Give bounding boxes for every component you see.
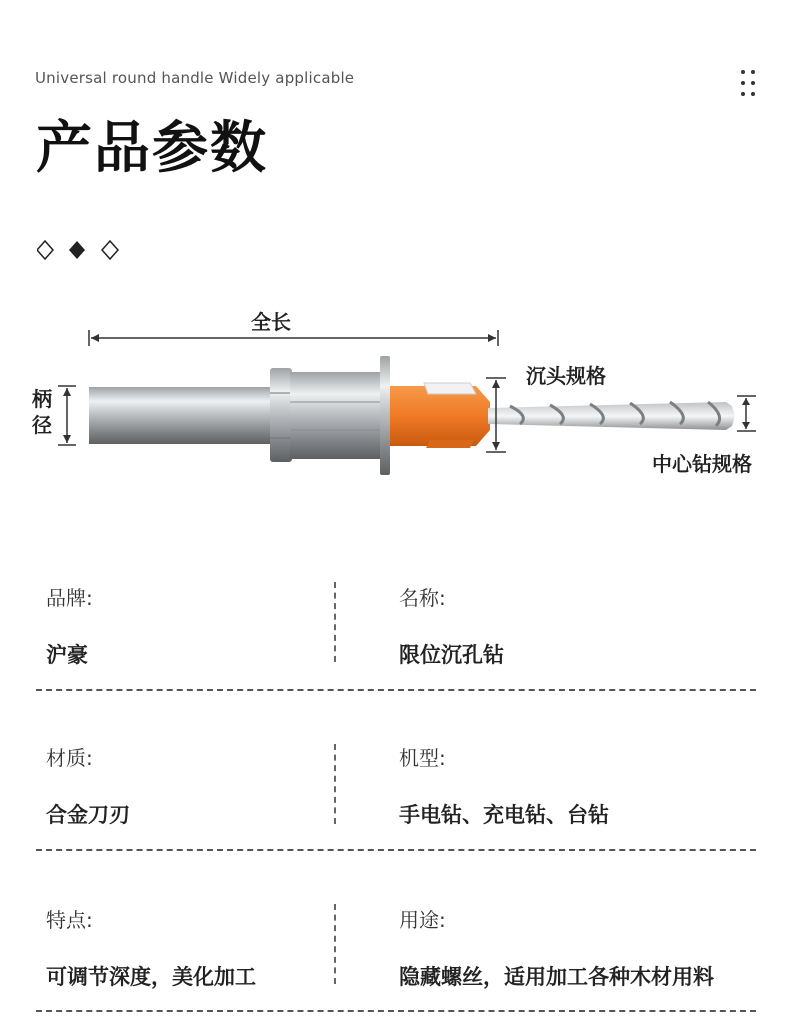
spec-cell-name (399, 560, 504, 669)
countersink-cutter (390, 386, 490, 446)
spec-cell-material (46, 718, 130, 829)
spec-key: 用途: (399, 908, 446, 932)
center-drill-spec-dimension (737, 396, 756, 431)
center-drill-spec-label: 中心钻规格 (652, 452, 752, 476)
shank-diameter-dimension (58, 386, 76, 445)
row-divider (36, 849, 756, 851)
spec-value: 隐藏螺丝，适用加工各种木材用料 (399, 965, 714, 989)
spec-value: 沪豪 (46, 643, 88, 667)
diamond-outline-icon (37, 241, 53, 259)
spec-key: 特点: (46, 908, 93, 932)
column-divider (334, 904, 336, 984)
spec-value: 手电钻、充电钻、台钻 (399, 803, 609, 827)
hex-nut (270, 368, 292, 462)
spec-cell-brand (46, 560, 93, 669)
row-divider (36, 1010, 756, 1012)
column-divider (334, 582, 336, 662)
flange (380, 356, 390, 475)
total-length-label: 全长 (251, 310, 291, 334)
spec-cell-model (399, 718, 609, 829)
spec-key: 品牌: (46, 586, 93, 610)
product-diagram (0, 290, 790, 494)
spec-value: 合金刀刃 (46, 803, 130, 827)
spec-value: 限位沉孔钻 (399, 643, 504, 667)
shank-diameter-label: 柄径 (32, 387, 52, 437)
countersink-spec-label: 沉头规格 (526, 364, 606, 388)
spec-table (0, 560, 790, 1034)
spec-row (0, 560, 790, 718)
total-length-dimension (89, 330, 498, 346)
spec-value: 可调节深度，美化加工 (46, 965, 256, 989)
spec-key: 名称: (399, 586, 446, 610)
spec-row (0, 876, 790, 1034)
spec-key: 材质: (46, 746, 93, 770)
header-subtitle: Universal round handle Widely applicable (35, 69, 355, 87)
more-menu-icon[interactable] (741, 70, 757, 98)
spec-row (0, 718, 790, 876)
row-divider (36, 689, 756, 691)
column-divider (334, 744, 336, 824)
shank (89, 387, 274, 444)
spec-key: 机型: (399, 746, 446, 770)
decorative-diamonds (37, 240, 127, 260)
stop-collar (290, 372, 382, 459)
center-drill (488, 402, 735, 430)
spec-cell-usage (399, 876, 714, 991)
diamond-filled-icon (69, 241, 85, 259)
page-title: 产品参数 (36, 116, 268, 181)
diamond-outline-icon (102, 241, 118, 259)
spec-cell-feature (46, 876, 256, 991)
